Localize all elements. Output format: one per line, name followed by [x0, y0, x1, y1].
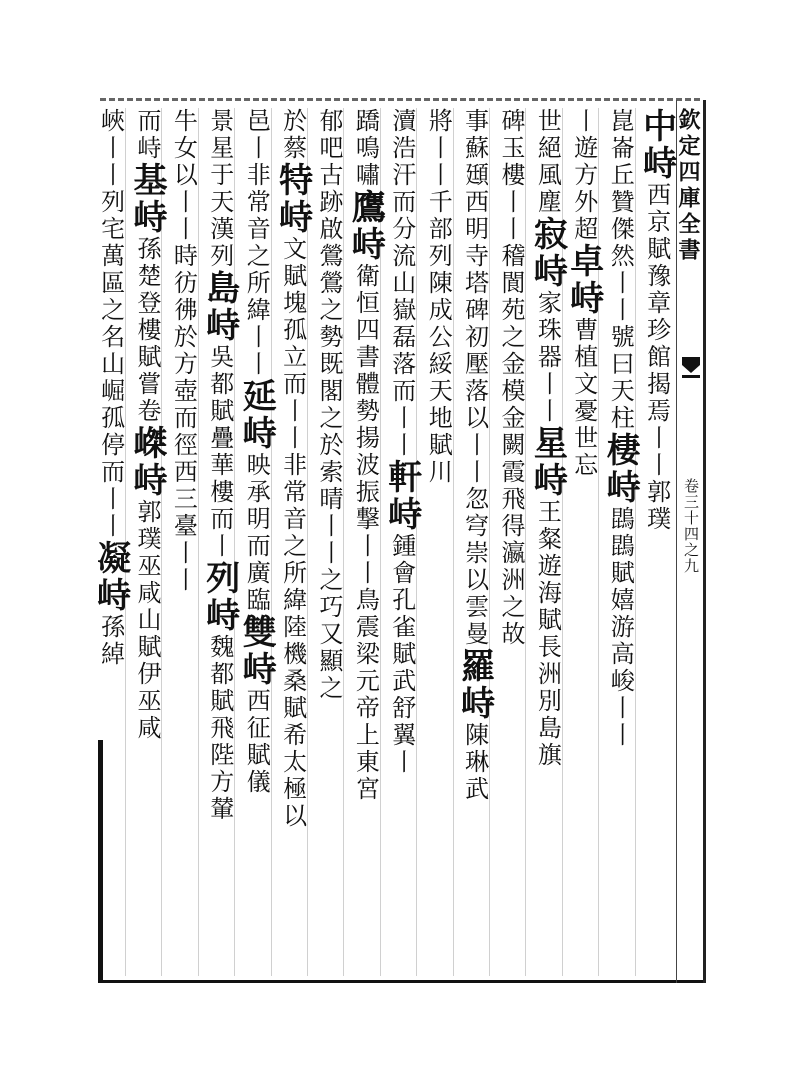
- bottom-border-rule: [98, 980, 706, 983]
- text-column: [417, 108, 459, 980]
- text-column: [344, 108, 386, 980]
- entry-headword: 羅峙: [454, 648, 495, 722]
- entry-citation: 衛恒四書體勢揚波振撃丨丨鳥震梁元帝上東宮: [351, 263, 380, 803]
- entry-headword: 島峙: [199, 270, 240, 344]
- entry-headword: 寂峙: [527, 216, 568, 290]
- entry-headword: 特峙: [272, 162, 313, 236]
- entry-citation: 西征賦儀: [242, 688, 271, 796]
- entry-citation: 西京賦豫章珍館揭焉丨丨郭璞: [642, 182, 671, 533]
- text-column: [381, 108, 423, 980]
- entry-citation: 鵾鵾賦嬉游高峻丨丨: [606, 506, 635, 749]
- entry-citation: 丨非常音之所緯丨丨: [242, 135, 271, 378]
- entry-citation: 於蔡: [278, 108, 307, 162]
- entry-citation: 曹植文憂世忘: [569, 317, 598, 479]
- entry-citation: 世絕風塵: [533, 108, 562, 216]
- text-column: [563, 108, 605, 980]
- entry-citation: 陳琳武: [460, 722, 489, 803]
- text-column: [636, 108, 678, 980]
- entry-citation: 鍾會孔雀賦武舒翼丨: [387, 533, 416, 776]
- entry-headword: 軒峙: [381, 459, 422, 533]
- entry-citation: 之名山崛孤停而丨丨: [96, 297, 125, 540]
- entry-headword: 中峙: [636, 108, 677, 182]
- text-column: [308, 108, 350, 980]
- fish-tail-ornament-icon: [680, 355, 702, 381]
- entry-headword: 列峙: [199, 560, 240, 634]
- entry-citation: 邑: [242, 108, 271, 135]
- entry-citation: 王粲遊海賦長洲別島旗: [533, 499, 562, 769]
- entry-citation: 景星于天漢列: [205, 108, 234, 270]
- entry-citation: 蹻鳴嘯: [351, 108, 380, 189]
- text-column: [526, 108, 568, 980]
- entry-citation: 郁吧: [315, 108, 343, 162]
- entry-headword: 延峙: [236, 378, 277, 452]
- entry-citation: 牛女以丨丨時彷彿於方壺: [169, 108, 198, 405]
- text-column: [199, 108, 241, 980]
- margin-volume-number: 卷三十四之九: [682, 478, 700, 574]
- entry-headword: 卓峙: [563, 243, 604, 317]
- entry-headword: 雙峙: [236, 614, 277, 688]
- margin-title: 欽定四庫全書: [675, 108, 701, 264]
- entry-citation: 崑崙丘贊傑然丨丨號曰天柱: [606, 108, 635, 432]
- entry-citation: 孫綽: [96, 614, 125, 668]
- entry-citation: 將丨丨千部列陳成公綏天地賦川: [424, 108, 453, 486]
- text-column: [90, 108, 132, 980]
- entry-citation: 文賦塊孤立而丨丨非常音之所緯: [278, 236, 307, 614]
- text-column: [272, 108, 314, 980]
- entry-citation: 家珠器丨丨: [533, 290, 562, 425]
- text-column: [235, 108, 277, 980]
- entry-citation: 而徑西三臺丨丨: [169, 405, 198, 594]
- text-column: [126, 108, 168, 980]
- entry-citation: 魏都賦飛陛方輦: [205, 634, 234, 823]
- text-column: [162, 108, 204, 980]
- text-column: [490, 108, 532, 980]
- entry-citation: 事蘇頲西明寺塔碑初壓落以丨丨忽穹崇以雲曼: [460, 108, 489, 648]
- entry-citation: 峽丨丨列宅萬區: [96, 108, 125, 297]
- entry-headword: 基峙: [127, 162, 167, 236]
- entry-citation: 碑玉樓丨丨稽閬苑之金模金闕霞飛得瀛洲之故: [497, 108, 525, 648]
- text-column: [454, 108, 496, 980]
- entry-citation: 而峙: [133, 108, 161, 162]
- entry-headword: 鷹峙: [345, 189, 386, 263]
- entry-citation: 丨遊方外超: [569, 108, 598, 243]
- entry-citation: 映承明而廣臨: [242, 452, 271, 614]
- top-border-rule: [100, 98, 700, 104]
- entry-citation: 吳都賦疊華樓而丨: [205, 344, 234, 560]
- text-column: [599, 108, 641, 980]
- entry-citation: 孫楚登樓賦嘗卷: [133, 236, 161, 425]
- entry-headword: 凝峙: [90, 540, 131, 614]
- entry-headword: 嵥峙: [127, 425, 167, 499]
- entry-citation: 古跡啟鶯鶯之勢既閣之於索晴丨丨之巧又顯之: [315, 162, 343, 702]
- entry-citation: 陸機桑賦希太極以: [278, 614, 307, 830]
- entry-citation: 瀆浩汗而分流山嶽磊落而丨丨: [387, 108, 416, 459]
- entry-headword: 星峙: [527, 425, 568, 499]
- entry-headword: 棲峙: [600, 432, 641, 506]
- entry-citation: 郭璞巫咸山賦伊巫咸: [133, 499, 161, 742]
